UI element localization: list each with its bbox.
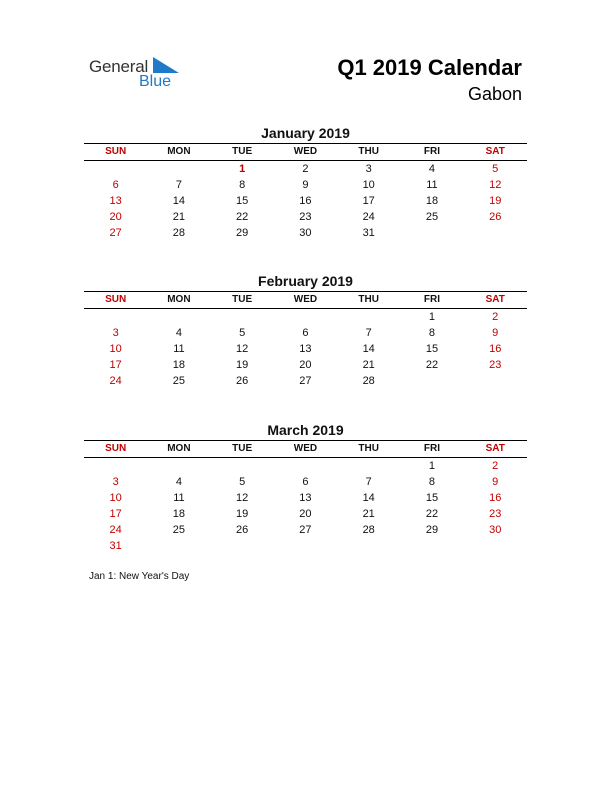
day-cell: 3 [365,163,372,175]
day-cell: 12 [236,492,249,504]
day-cell: 15 [236,195,249,207]
weekday-header-wed: WED [274,292,337,309]
weekday-header-thu: THU [337,292,400,309]
day-cell: 1 [239,163,246,175]
day-cell: 8 [428,327,436,339]
weekday-header-wed: WED [274,441,337,458]
empty-cell [400,538,463,554]
empty-cell [337,309,400,325]
day-cell: 31 [109,540,122,552]
day-cell: 28 [172,227,186,239]
day-cell: 11 [173,343,185,355]
day-cell: 16 [299,195,312,207]
calendar-grid [84,440,527,554]
day-cell: 17 [109,508,122,520]
weekday-header-tue: TUE [211,441,274,458]
day-cell: 4 [428,163,436,175]
weekday-header-tue: TUE [211,292,274,309]
day-cell: 22 [425,508,439,520]
empty-cell [211,538,274,554]
day-cell: 5 [239,327,246,339]
day-cell: 13 [299,343,312,355]
day-cell: 2 [492,460,499,472]
day-cell: 31 [362,227,375,239]
day-cell: 21 [362,359,375,371]
day-cell: 29 [236,227,249,239]
page-title: Q1 2019 Calendar [337,55,522,80]
empty-cell [464,538,527,554]
month-title: February 2019 [258,273,353,289]
month-title: January 2019 [261,125,350,141]
day-cell: 11 [173,492,185,504]
day-cell: 17 [362,195,375,207]
empty-cell [274,309,337,325]
day-cell: 7 [175,179,182,191]
day-cell: 2 [492,311,499,323]
day-cell: 23 [489,359,502,371]
day-cell: 18 [172,508,186,520]
empty-cell [211,309,274,325]
day-cell: 16 [489,492,502,504]
day-cell: 14 [362,492,375,504]
weekday-header-sat: SAT [464,441,527,458]
weekday-header-tue: TUE [211,144,274,161]
calendar-grid [84,291,527,389]
day-cell: 26 [236,375,249,387]
day-cell: 15 [425,343,439,355]
day-cell: 7 [365,327,372,339]
country-name: Gabon [467,84,522,104]
day-cell: 26 [236,524,249,536]
empty-cell [147,309,210,325]
weekday-header-wed: WED [274,144,337,161]
weekday-header-sun: SUN [84,144,147,161]
weekday-header-thu: THU [337,441,400,458]
day-cell: 19 [236,508,249,520]
empty-cell [274,538,337,554]
empty-cell [147,538,210,554]
day-cell: 8 [239,179,246,191]
weekday-header-sun: SUN [84,292,147,309]
day-cell: 4 [175,327,182,339]
day-cell: 23 [489,508,502,520]
empty-cell [400,225,463,241]
day-cell: 3 [112,476,119,488]
empty-cell [274,458,337,474]
day-cell: 30 [489,524,502,536]
day-cell: 23 [299,211,312,223]
day-cell: 1 [428,460,436,472]
empty-cell [211,458,274,474]
weekday-header-sat: SAT [464,144,527,161]
empty-cell [400,373,463,389]
day-cell: 9 [492,327,499,339]
weekday-header-mon: MON [147,144,210,161]
weekday-header-fri: FRI [400,441,463,458]
day-cell: 24 [109,524,122,536]
month-march [84,422,527,554]
weekday-header-fri: FRI [400,144,463,161]
empty-cell [337,538,400,554]
day-cell: 21 [362,508,375,520]
day-cell: 28 [362,524,375,536]
weekday-header-sat: SAT [464,292,527,309]
day-cell: 13 [109,195,122,207]
month-january [84,125,527,241]
empty-cell [464,373,527,389]
day-cell: 22 [236,211,249,223]
day-cell: 18 [172,359,186,371]
calendar-grid [84,143,527,241]
month-february [84,273,527,389]
empty-cell [147,458,210,474]
day-cell: 3 [112,327,119,339]
weekday-header-fri: FRI [400,292,463,309]
empty-cell [464,225,527,241]
day-cell: 24 [109,375,122,387]
day-cell: 16 [489,343,502,355]
weekday-header-thu: THU [337,144,400,161]
holiday-note: Jan 1: New Year's Day [89,571,190,582]
day-cell: 9 [302,179,309,191]
day-cell: 19 [489,195,502,207]
day-cell: 15 [425,492,439,504]
day-cell: 9 [492,476,499,488]
day-cell: 14 [362,343,375,355]
logo-text-general: General [89,57,149,76]
day-cell: 5 [492,163,499,175]
month-title: March 2019 [267,422,344,438]
day-cell: 25 [172,524,186,536]
day-cell: 2 [302,163,309,175]
day-cell: 26 [489,211,502,223]
day-cell: 6 [302,476,309,488]
day-cell: 22 [425,359,439,371]
day-cell: 10 [109,343,122,355]
day-cell: 8 [428,476,436,488]
day-cell: 25 [172,375,186,387]
weekday-header-mon: MON [147,441,210,458]
day-cell: 12 [236,343,249,355]
empty-cell [337,458,400,474]
day-cell: 19 [236,359,249,371]
empty-cell [84,309,147,325]
weekday-header-sun: SUN [84,441,147,458]
day-cell: 27 [299,375,312,387]
day-cell: 4 [175,476,182,488]
day-cell: 10 [362,179,375,191]
day-cell: 7 [365,476,372,488]
day-cell: 12 [489,179,502,191]
day-cell: 21 [172,211,186,223]
day-cell: 6 [302,327,309,339]
empty-cell [84,458,147,474]
empty-cell [147,161,210,177]
day-cell: 17 [109,359,122,371]
day-cell: 5 [239,476,246,488]
day-cell: 27 [109,227,122,239]
logo [89,57,199,93]
empty-cell [84,161,147,177]
day-cell: 10 [109,492,122,504]
day-cell: 6 [112,179,119,191]
logo-text-blue: Blue [139,73,172,90]
day-cell: 1 [428,311,436,323]
day-cell: 20 [299,508,312,520]
day-cell: 27 [299,524,312,536]
day-cell: 20 [109,211,122,223]
day-cell: 14 [172,195,186,207]
day-cell: 11 [426,179,438,191]
day-cell: 20 [299,359,312,371]
day-cell: 29 [425,524,439,536]
day-cell: 30 [299,227,312,239]
day-cell: 25 [425,211,439,223]
day-cell: 24 [362,211,375,223]
day-cell: 13 [299,492,312,504]
day-cell: 18 [425,195,439,207]
day-cell: 28 [362,375,375,387]
weekday-header-mon: MON [147,292,210,309]
